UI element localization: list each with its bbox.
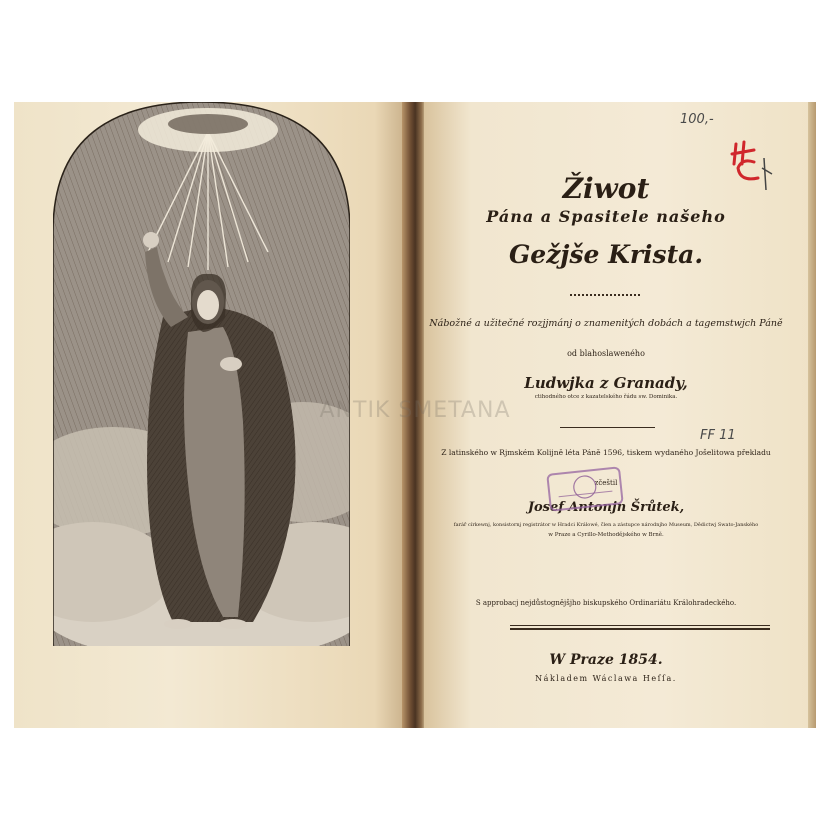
translator-description-1: farář církewnj, konsistornj registrátor w Hradci Králowé, člen a zástupce národnjho Museum, Dědictwj Swato-Janského	[453, 522, 759, 528]
divider	[560, 427, 655, 428]
divider-top	[510, 625, 770, 626]
frontispiece-engraving	[53, 102, 350, 646]
ornament-divider	[570, 294, 640, 296]
translator-description-2: w Praze a Cyrillo-Methodějského w Brně.	[548, 532, 664, 538]
divider-bottom	[510, 628, 770, 630]
title-line-3: Gežjše Krista.	[508, 240, 704, 269]
translation-note: Z latinského w Rjmském Kolijně léta Páně 1596, tiskem wydaného Jošelitowa překladu	[441, 448, 771, 457]
title-line-1: Žiwot	[562, 172, 650, 205]
author-description: ctihodného otce z kazatelského řádu sw. Dominika.	[534, 394, 678, 400]
title-line-2: Pána a Spasitele našeho	[486, 207, 726, 226]
page-edge	[808, 102, 816, 728]
watermark: ANTIK SMETANA	[319, 398, 511, 423]
publisher: Nákladem Wáclawa Heſſa.	[535, 674, 677, 683]
translator-name: Josef Antonjn Šrůtek,	[527, 500, 685, 515]
translator-intro: zčeštil	[594, 479, 618, 487]
library-stamp	[546, 466, 624, 512]
by-intro: od blahoslaweného	[567, 349, 645, 358]
place-year: W Praze 1854.	[549, 652, 663, 668]
shelf-mark-annotation: FF 11	[700, 428, 736, 443]
red-ink-mark	[728, 138, 778, 198]
price-annotation: 100,-	[680, 112, 714, 127]
approbation: S approbacj nejdůstognějšjho biskupského Ordinariátu Králohradeckého.	[475, 599, 737, 607]
subtitle: Nábožné a užitečné rozjjmánj o znamenitých dobách a tagemstwjch Páně	[429, 318, 783, 329]
author-name: Ludwjka z Granady,	[524, 374, 688, 392]
